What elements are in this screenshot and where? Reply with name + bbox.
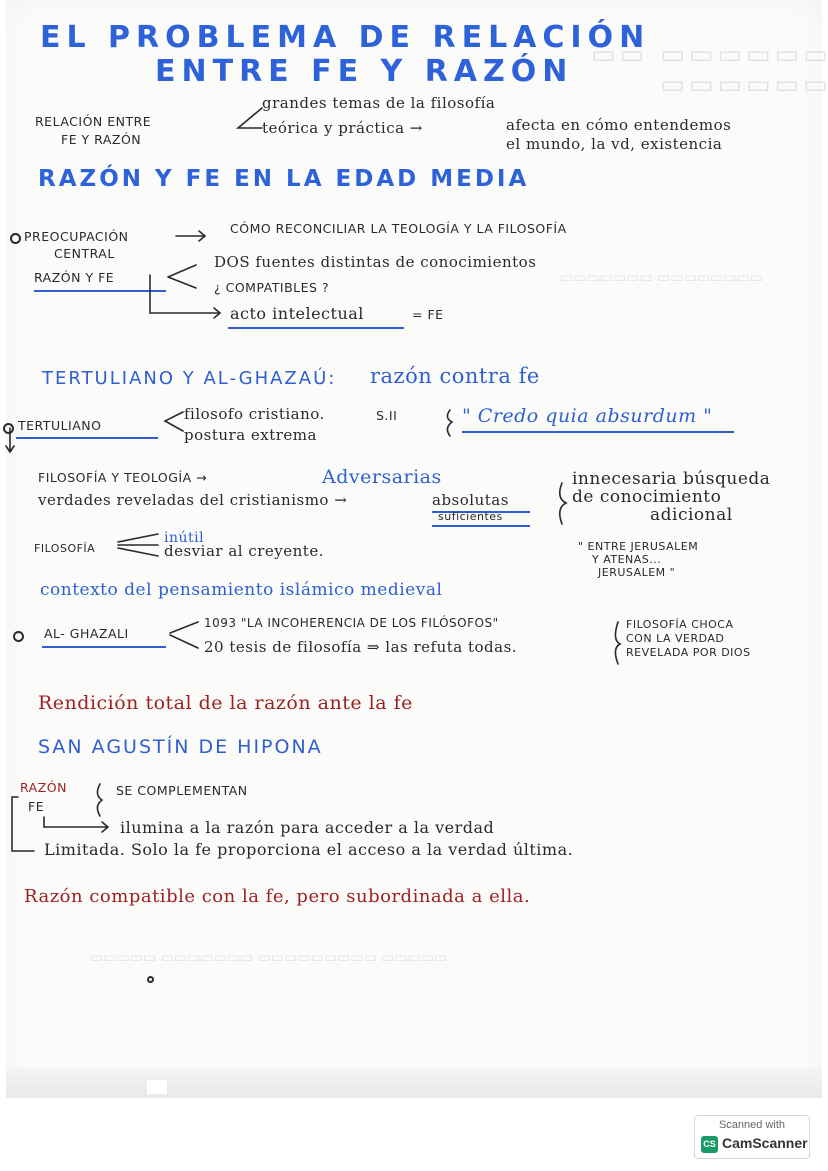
limitada-text: Limitada. Solo la fe proporciona el acceso a la verdad última. — [44, 840, 574, 859]
adversarias: Adversarias — [322, 466, 442, 488]
jerusalem-line-3: JERUSALEM " — [598, 566, 676, 579]
filosofia-label: FILOSOFÍA — [34, 542, 96, 555]
conclusion: Razón compatible con la fe, pero subordinada a ella. — [24, 886, 531, 907]
page-tab-mark — [147, 1080, 167, 1094]
intro-left-label — [35, 113, 151, 149]
bleed-through-1: ▭▭▭▭▭▭ ▭▭ ▭▭▭▭▭▭ — [587, 40, 828, 100]
ilumina-text: ilumina a la razón para acceder a la verdad — [120, 818, 495, 837]
acto-intelectual: acto intelectual — [230, 304, 364, 323]
verdades-reveladas: verdades reveladas del cristianismo → — [38, 491, 348, 509]
jerusalem-line-1: " ENTRE JERUSALEM — [578, 540, 699, 553]
tertuliano-label: TERTULIANO — [18, 418, 102, 433]
bullet-dot — [13, 631, 24, 642]
intro-effect-1: afecta en cómo entendemos — [506, 116, 732, 134]
tertuliano-underline — [16, 437, 158, 439]
desviar-creyente: desviar al creyente. — [164, 542, 324, 560]
scanned-with-caption: Scanned with — [718, 1119, 786, 1131]
bullet-dot — [3, 423, 14, 434]
page-edge-shadow — [6, 1068, 822, 1098]
heading-san-agustin: SAN AGUSTÍN DE HIPONA — [38, 736, 323, 758]
choca-line-1: FILOSOFÍA CHOCA — [626, 618, 734, 631]
title-line-2: ENTRE FE Y RAZÓN — [155, 54, 574, 89]
postura-extrema: postura extrema — [184, 426, 317, 444]
contexto-islamico: contexto del pensamiento islámico medieval — [40, 580, 443, 600]
inutil: inútil — [164, 530, 205, 546]
choca-line-3: REVELADA POR DIOS — [626, 646, 751, 659]
bleed-through-2: ▭▭▭▭▭▭▭▭ ▭▭▭▭▭▭▭ — [560, 270, 763, 286]
reconciliar-text: CÓMO RECONCILIAR LA TEOLOGÍA Y LA FILOSOFÍA — [230, 221, 567, 236]
preocupacion-line-1: PREOCUPACIÓN — [24, 229, 129, 244]
fe-label: FE — [28, 799, 45, 814]
heading-tertuliano: TERTULIANO Y AL-GHAZAÚ: — [42, 368, 337, 389]
innecesaria-line-3: adicional — [650, 505, 733, 525]
veinte-tesis: 20 tesis de filosofía ⇒ las refuta todas. — [204, 638, 518, 656]
complementan: SE COMPLEMENTAN — [116, 783, 248, 798]
rendicion-total: Rendición total de la razón ante la fe — [38, 692, 413, 714]
innecesaria-note — [572, 470, 770, 524]
camscanner-logo-icon: CS — [701, 1136, 718, 1153]
title-line-1: EL PROBLEMA DE RELACIÓN — [40, 20, 651, 55]
heading-edad-media: RAZÓN Y FE EN LA EDAD MEDIA — [38, 166, 530, 192]
intro-branch-1: grandes temas de la filosofía — [262, 94, 496, 112]
intro-branch-2: teórica y práctica → — [262, 119, 423, 137]
jerusalem-quote — [578, 540, 698, 579]
camscanner-name: CamScanner — [722, 1135, 808, 1151]
acto-underline — [228, 327, 404, 329]
absolutas: absolutas — [432, 491, 509, 509]
bleed-through-3: ▭▭▭▭▭ ▭▭▭▭▭▭▭▭▭ ▭▭▭▭▭▭▭ ▭▭▭▭▭ — [90, 950, 448, 966]
camscanner-badge — [694, 1115, 810, 1159]
intro-effect-2: el mundo, la vd, existencia — [506, 135, 723, 153]
choca-line-2: CON LA VERDAD — [626, 632, 725, 645]
ink-speck — [147, 976, 154, 983]
filosofo-cristiano: filosofo cristiano. — [184, 405, 325, 423]
intro-left-line-2: FE Y RAZÓN — [61, 132, 142, 147]
jerusalem-line-2: Y ATENAS... — [592, 553, 662, 566]
suficientes: suficientes — [438, 510, 503, 523]
choca-note — [626, 618, 751, 660]
compatibles-text: ¿ COMPATIBLES ? — [214, 280, 330, 295]
innecesaria-line-1: innecesaria búsqueda — [572, 469, 771, 489]
razon-label: RAZÓN — [20, 780, 67, 795]
razon-fe-underline — [34, 290, 166, 292]
al-ghazali-underline — [42, 646, 166, 648]
filosofia-teologia: FILOSOFÍA Y TEOLOGÍA → — [38, 470, 208, 485]
heading-razon-contra-fe: razón contra fe — [370, 364, 540, 388]
credo-underline — [462, 431, 734, 433]
al-ghazali-label: AL- GHAZALI — [44, 626, 129, 641]
razon-fe-label: RAZÓN Y FE — [34, 270, 115, 285]
siglo-ii: S.II — [376, 408, 398, 423]
notebook-page — [6, 0, 822, 1098]
incoherencia-obra: 1093 "LA INCOHERENCIA DE LOS FILÓSOFOS" — [204, 616, 499, 630]
credo-quia-absurdum: " Credo quia absurdum " — [462, 405, 713, 427]
suficientes-underline — [432, 525, 530, 527]
preocupacion-label — [24, 228, 129, 262]
intro-left-line-1: RELACIÓN ENTRE — [35, 114, 152, 129]
dos-fuentes-text: DOS fuentes distintas de conocimientos — [214, 253, 537, 271]
acto-equals-fe: = FE — [412, 307, 444, 322]
preocupacion-line-2: CENTRAL — [54, 246, 115, 261]
innecesaria-line-2: de conocimiento — [572, 487, 722, 507]
bullet-dot — [10, 233, 21, 244]
